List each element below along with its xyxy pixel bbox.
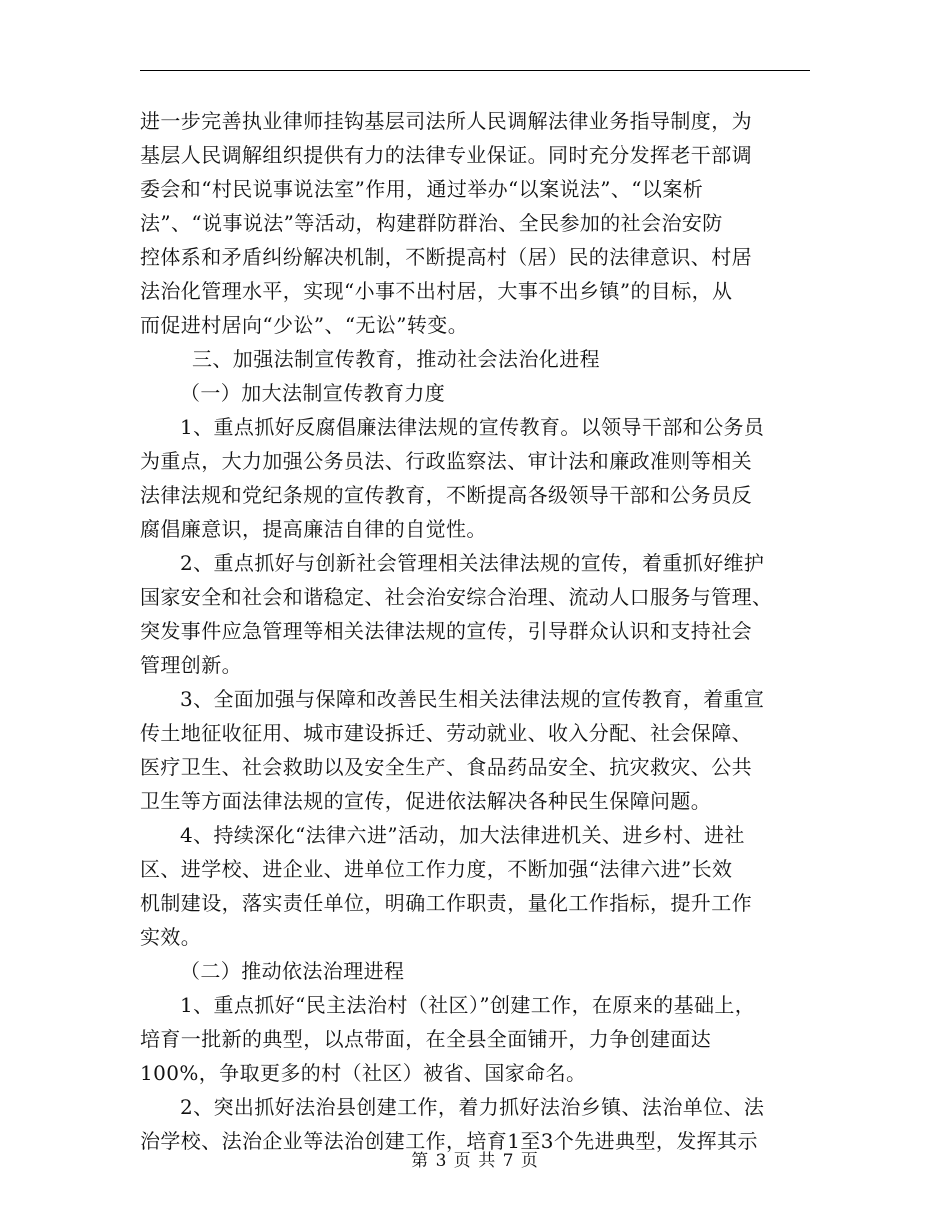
body-line: 而促进村居向“少讼”、“无讼”转变。 — [140, 313, 469, 337]
header-rule — [140, 70, 810, 71]
body-line: 机制建设，落实责任单位，明确工作职责，量化工作指标，提升工作 — [140, 891, 752, 915]
body-line: 为重点，大力加强公务员法、行政监察法、审计法和廉政准则等相关 — [140, 449, 752, 473]
body-line: 管理创新。 — [140, 653, 242, 677]
section-heading: 三、加强法制宣传教育，推动社会法治化进程 — [192, 347, 600, 371]
body-line: 法”、“说事说法”等活动，构建群防群治、全民参加的社会治安防 — [140, 211, 723, 235]
body-line: 1、重点抓好“民主法治村（社区）”创建工作，在原来的基础上， — [180, 993, 756, 1017]
document-body — [140, 104, 820, 1158]
body-line: 医疗卫生、社会救助以及安全生产、食品药品安全、抗灾救灾、公共 — [140, 755, 752, 779]
page-footer: 第 3 页 共 7 页 — [411, 1151, 539, 1171]
body-line: 培育一批新的典型，以点带面，在全县全面铺开，力争创建面达 — [140, 1027, 712, 1051]
body-line: 腐倡廉意识，提高廉洁自律的自觉性。 — [140, 517, 487, 541]
body-line: 治学校、法治企业等法治创建工作，培育1至3个先进典型，发挥其示 — [140, 1129, 758, 1153]
subsection-heading: （一）加大法制宣传教育力度 — [180, 381, 446, 405]
body-line: 控体系和矛盾纠纷解决机制，不断提高村（居）民的法律意识、村居 — [140, 245, 752, 269]
body-line: 4、持续深化“法律六进”活动，加大法律进机关、进乡村、进社 — [180, 823, 745, 847]
body-line: 进一步完善执业律师挂钩基层司法所人民调解法律业务指导制度，为 — [140, 109, 752, 133]
body-line: 卫生等方面法律法规的宣传，促进依法解决各种民生保障问题。 — [140, 789, 712, 813]
body-line: 国家安全和社会和谐稳定、社会治安综合治理、流动人口服务与管理、 — [140, 585, 773, 609]
body-line: 1、重点抓好反腐倡廉法律法规的宣传教育。以领导干部和公务员 — [180, 415, 765, 439]
body-line: 2、突出抓好法治县创建工作，着力抓好法治乡镇、法治单位、法 — [180, 1095, 765, 1119]
body-line: 实效。 — [140, 925, 202, 949]
body-line: 3、全面加强与保障和改善民生相关法律法规的宣传教育，着重宣 — [180, 687, 765, 711]
body-line: 传土地征收征用、城市建设拆迁、劳动就业、收入分配、社会保障、 — [140, 721, 752, 745]
body-line: 法律法规和党纪条规的宣传教育，不断提高各级领导干部和公务员反 — [140, 483, 752, 507]
body-line: 基层人民调解组织提供有力的法律专业保证。同时充分发挥老干部调 — [140, 143, 752, 167]
body-line: 委会和“村民说事说法室”作用，通过举办“以案说法”、“以案析 — [140, 177, 704, 201]
body-line: 法治化管理水平，实现“小事不出村居，大事不出乡镇”的目标，从 — [140, 279, 733, 303]
subsection-heading: （二）推动依法治理进程 — [180, 959, 405, 983]
body-line: 2、重点抓好与创新社会管理相关法律法规的宣传，着重抓好维护 — [180, 551, 765, 575]
body-line: 100%，争取更多的村（社区）被省、国家命名。 — [140, 1061, 587, 1085]
body-line: 区、进学校、进企业、进单位工作力度，不断加强“法律六进”长效 — [140, 857, 733, 881]
body-line: 突发事件应急管理等相关法律法规的宣传，引导群众认识和支持社会 — [140, 619, 752, 643]
